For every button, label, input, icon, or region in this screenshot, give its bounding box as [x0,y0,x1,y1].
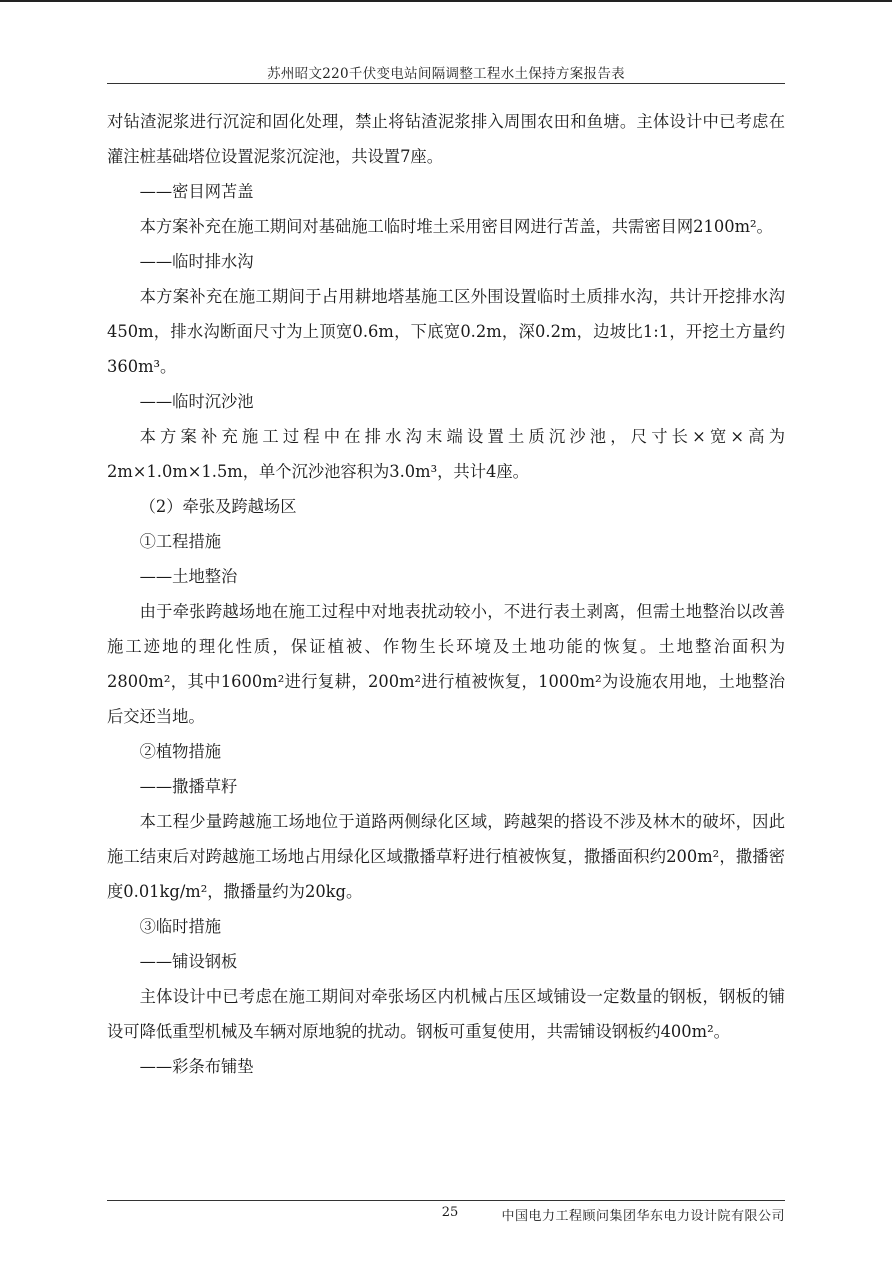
section-heading: ——撒播草籽 [139,777,238,796]
section-heading: ——铺设钢板 [139,952,238,971]
section-heading: ——临时排水沟 [139,252,254,271]
page-number: 25 [441,1205,459,1220]
body-paragraph: 主体设计中已考虑在施工期间对牵张场区内机械占压区域铺设一定数量的钢板，钢板的铺设可降低重型机械及车辆对原地貌的扰动。钢板可重复使用，共需铺设钢板约400m²。 [107,987,785,1041]
body-paragraph: 本工程少量跨越施工场地位于道路两侧绿化区域，跨越架的搭设不涉及林木的破坏，因此施工结束后对跨越施工场地占用绿化区域撒播草籽进行植被恢复，撒播面积约200m²，撒播密度0.01kg/m²，撒播量约为20kg。 [107,812,785,901]
section-heading: ①工程措施 [139,532,222,551]
section-heading: （2）牵张及跨越场区 [139,497,297,516]
page-header-title: 苏州昭文220千伏变电站间隔调整工程水土保持方案报告表 [267,66,625,82]
body-paragraph: 对钻渣泥浆进行沉淀和固化处理，禁止将钻渣泥浆排入周围农田和鱼塘。主体设计中已考虑在灌注桩基础塔位设置泥浆沉淀池，共设置7座。 [107,112,785,166]
section-heading: ③临时措施 [139,917,222,936]
body-paragraph: 本方案补充施工过程中在排水沟末端设置土质沉沙池，尺寸长×宽×高为2m×1.0m×1.5m，单个沉沙池容积为3.0m³，共计4座。 [107,427,785,481]
section-heading: ——彩条布铺垫 [139,1057,254,1076]
body-paragraph: 本方案补充在施工期间于占用耕地塔基施工区外围设置临时土质排水沟，共计开挖排水沟450m，排水沟断面尺寸为上顶宽0.6m，下底宽0.2m，深0.2m，边坡比1:1，开挖土方量约360m³。 [107,287,785,376]
page-top-border [0,0,892,2]
section-heading: ——临时沉沙池 [139,392,254,411]
section-heading: ——密目网苫盖 [139,182,254,201]
body-paragraph: 本方案补充在施工期间对基础施工临时堆土采用密目网进行苫盖，共需密目网2100m²。 [139,217,773,236]
section-heading: ——土地整治 [139,567,238,586]
footer-rule [107,1200,785,1201]
document-body [107,104,785,1084]
header-rule [107,83,785,84]
footer-organization: 中国电力工程顾问集团华东电力设计院有限公司 [501,1209,785,1224]
section-heading: ②植物措施 [139,742,222,761]
body-paragraph: 由于牵张跨越场地在施工过程中对地表扰动较小，不进行表土剥离，但需土地整治以改善施工迹地的理化性质，保证植被、作物生长环境及土地功能的恢复。土地整治面积为2800m²，其中1600m²进行复耕，200m²进行植被恢复，1000m²为设施农用地，土地整治后交还当地。 [107,602,785,726]
